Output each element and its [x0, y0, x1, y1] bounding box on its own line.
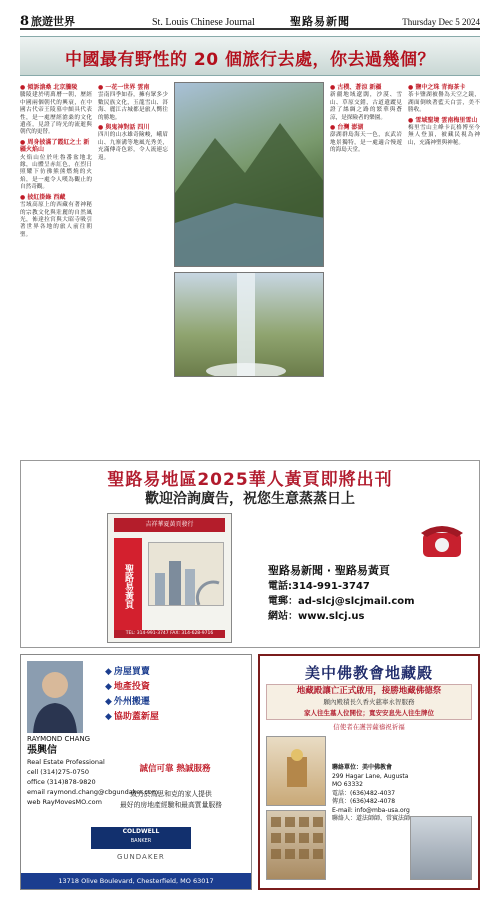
waterfall-illustration — [175, 273, 324, 377]
library-ad-description — [266, 684, 472, 720]
mountain-illustration — [175, 83, 324, 267]
coldwell-banker-logo — [91, 827, 191, 849]
section-heading: ● 傾訴滄桑 北京騰陵 — [20, 84, 78, 91]
realtor-address: 13718 Olive Boulevard, Chesterfield, MO 63017 — [21, 873, 251, 889]
directory-org-name: 聖路易新聞 · 聖路易黃頁 — [268, 564, 390, 577]
paragraph: 新疆地域遼闊，沙漠、雪山、草原交錯，古道遺蹤見證了絲綢之路的繁華與蒼涼，是探險者的樂園。 — [330, 92, 402, 121]
section-heading: ● 台灣 澎湖 — [330, 124, 364, 132]
niche-wall-photo — [266, 810, 326, 880]
headline-title: 中國最有野性的 20 個旅行去處，你去過幾個？ — [65, 50, 435, 70]
directory-ad-title: 聖路易地區2025華人黃頁即將出刊 — [107, 470, 393, 490]
agent-email: email raymond.chang@cbgundaker.com — [27, 788, 159, 796]
article-column-4 — [408, 82, 480, 454]
section-heading: ● 鹽中之珠 青海茶卡 — [408, 84, 466, 91]
section-heading: ● 古樸、蒼涼 新疆 — [330, 84, 382, 91]
slogan-line-2: 最好的房地產經驗和最高質量服務 — [120, 801, 222, 809]
section-heading: ● 一花一世界 雲南 — [98, 84, 150, 91]
photo-mountain-lake — [174, 82, 324, 267]
article-body — [20, 82, 480, 454]
library-address-1: 299 Hagar Lane, Augusta — [332, 772, 409, 780]
directory-website: 網站：www.slcj.us — [268, 611, 365, 622]
article-column-3 — [330, 82, 402, 454]
paragraph: 火焰山位於吐魯番盆地北緣，山體呈赤紅色，在烈日照耀下彷彿熊熊燃燒的火焰，是一處令人嘆為觀止的自然奇觀。 — [20, 154, 92, 191]
book-header: 吉祥華夏黃頁發行 — [114, 518, 225, 532]
library-line-2: 願內殿積長久香火慈寧永智服務 — [323, 698, 415, 706]
article-column-2 — [98, 82, 168, 454]
page-number: 8 — [20, 14, 30, 29]
brand-gundaker: GUNDAKER — [117, 853, 165, 861]
paragraph: 茶卡鹽湖被譽為天空之鏡，湖面倒映著藍天白雲，美不勝收。 — [408, 92, 480, 114]
agent-title: Real Estate Professional — [27, 758, 105, 766]
library-email: E-mail: info@mba-usa.org — [332, 806, 410, 814]
agent-name-chinese: 張興信 — [27, 745, 57, 756]
photo-waterfall — [174, 272, 324, 377]
section-heading: ● 周身披滿了霞紅之土 新疆火焰山 — [20, 138, 90, 154]
niche-cabinet-photo — [410, 816, 472, 880]
diamond-bullet-icon: ◆ — [105, 667, 112, 677]
agent-cell: cell (314)275-0750 — [27, 768, 90, 776]
article-column-1 — [20, 82, 92, 454]
headline-banner — [20, 36, 480, 76]
directory-email: 電郵：ad-slcj@slcjmail.com — [268, 596, 415, 607]
directory-ad-subtitle: 歡迎洽詢廣告，祝您生意蒸蒸日上 — [145, 491, 355, 507]
paragraph: 梅里雪山主峰卡瓦格博至今無人登頂，被藏民視為神山，充滿神聖與神秘。 — [408, 125, 480, 146]
section-heading: ● 雪域聖境 雲南梅里雪山 — [408, 116, 478, 124]
library-line-4: 信使者在護菩薩禱祝祈福 — [333, 723, 405, 731]
agent-photo — [27, 661, 83, 733]
library-line-1: 地藏殿讓亡正式啟用，接勝地藏佛德祭 — [296, 686, 442, 696]
realtor-ad — [20, 654, 252, 890]
hall-photo — [266, 736, 326, 806]
agent-name-english: RAYMOND CHANG — [27, 735, 91, 743]
library-contact-person: 聯絡人：道法師師、常賓法師 — [332, 815, 411, 822]
diamond-bullet-icon: ◆ — [105, 712, 112, 722]
service-item: ◆ 地產投資 — [105, 682, 150, 692]
directory-ad — [20, 460, 480, 648]
buddhist-library-ad — [258, 654, 480, 890]
library-contact — [332, 764, 472, 824]
realtor-motto: 誠信可靠 熱誠服務 — [139, 764, 211, 774]
diamond-bullet-icon: ◆ — [105, 682, 112, 692]
book-footer: TEL: 314-991-3747 FAX: 314-628-9716 — [114, 630, 225, 638]
library-phone: 電話：(636)482-4037 — [332, 789, 396, 797]
brand-line-1: COLDWELL — [122, 828, 160, 835]
section-heading: ● 披紅掛綠 西藏 — [20, 193, 66, 201]
paragraph: 澎湖群島海天一色，玄武岩地景獨特，是一處適合慢遊的海島天堂。 — [330, 132, 402, 154]
brand-line-2: BANKER — [130, 838, 152, 844]
paragraph: 騰陵建於明萬曆一朝，歷經中國兩個朝代的興衰，在中國古代帝王陵墓中頗具代表性，是一處歷經滄桑的文化遺產，見證了時光的流逝與朝代的更替。 — [20, 92, 92, 136]
agent-web: web RayMovesMO.com — [27, 798, 102, 806]
person-icon — [27, 661, 83, 733]
skyline-icon — [149, 543, 223, 605]
paragraph: 四川的山水雄奇險峻，峨眉山、九寨溝等地風光秀美，充滿傳奇色彩，令人流連忘返。 — [98, 132, 168, 161]
paragraph: 雪域高原上的西藏有著神秘的宗教文化與壯麗的自然風光，佈達拉宮與大昭寺吸引著世界各地的旅人前往朝聖。 — [20, 202, 92, 238]
realtor-services — [105, 665, 245, 725]
issue-date: Thursday Dec 5 2024 — [402, 17, 480, 27]
library-ad-title: 美中佛教會地藏殿 — [304, 664, 433, 682]
agent-office: office (314)878-9820 — [27, 778, 96, 786]
section-heading: ● 與鬼神對話 四川 — [98, 124, 150, 132]
telephone-icon — [419, 519, 465, 559]
niche-grid-icon — [267, 811, 327, 881]
masthead — [20, 14, 480, 30]
paragraph: 雲南四季如春，擁有眾多少數民族文化，玉龍雪山、洱海、麗江古城都是旅人嚮往的勝地。 — [98, 92, 168, 121]
library-line-3: 家人往生墓人位開位；寬安安息先人往生牌位 — [304, 709, 434, 717]
book-spine: 聖路易黃頁 — [114, 538, 142, 634]
section-title: 旅遊世界 — [31, 15, 75, 28]
directory-contact — [268, 563, 468, 624]
diamond-bullet-icon: ◆ — [105, 697, 112, 707]
library-address-2: MO 63332 — [332, 781, 363, 788]
slogan-line-1: 致力於為思和克的家人提供 — [130, 790, 212, 798]
book-cover-image — [148, 542, 224, 606]
shrine-icon — [267, 737, 327, 807]
service-item: ◆ 協助蓋新屋 — [105, 712, 159, 722]
journal-chinese-name: 聖路易新聞 — [290, 15, 350, 28]
library-fax: 傳真：(636)482-4078 — [332, 798, 396, 805]
directory-phone: 電話:314-991-3747 — [268, 581, 370, 592]
service-item: ◆ 房屋買賣 — [105, 667, 150, 677]
realtor-slogan — [91, 789, 251, 811]
service-item: ◆ 外州搬遷 — [105, 697, 150, 707]
directory-book-cover — [107, 513, 232, 643]
journal-name: St. Louis Chinese Journal — [152, 17, 255, 28]
library-org: 聯絡單位：美中佛教會 — [332, 764, 393, 771]
